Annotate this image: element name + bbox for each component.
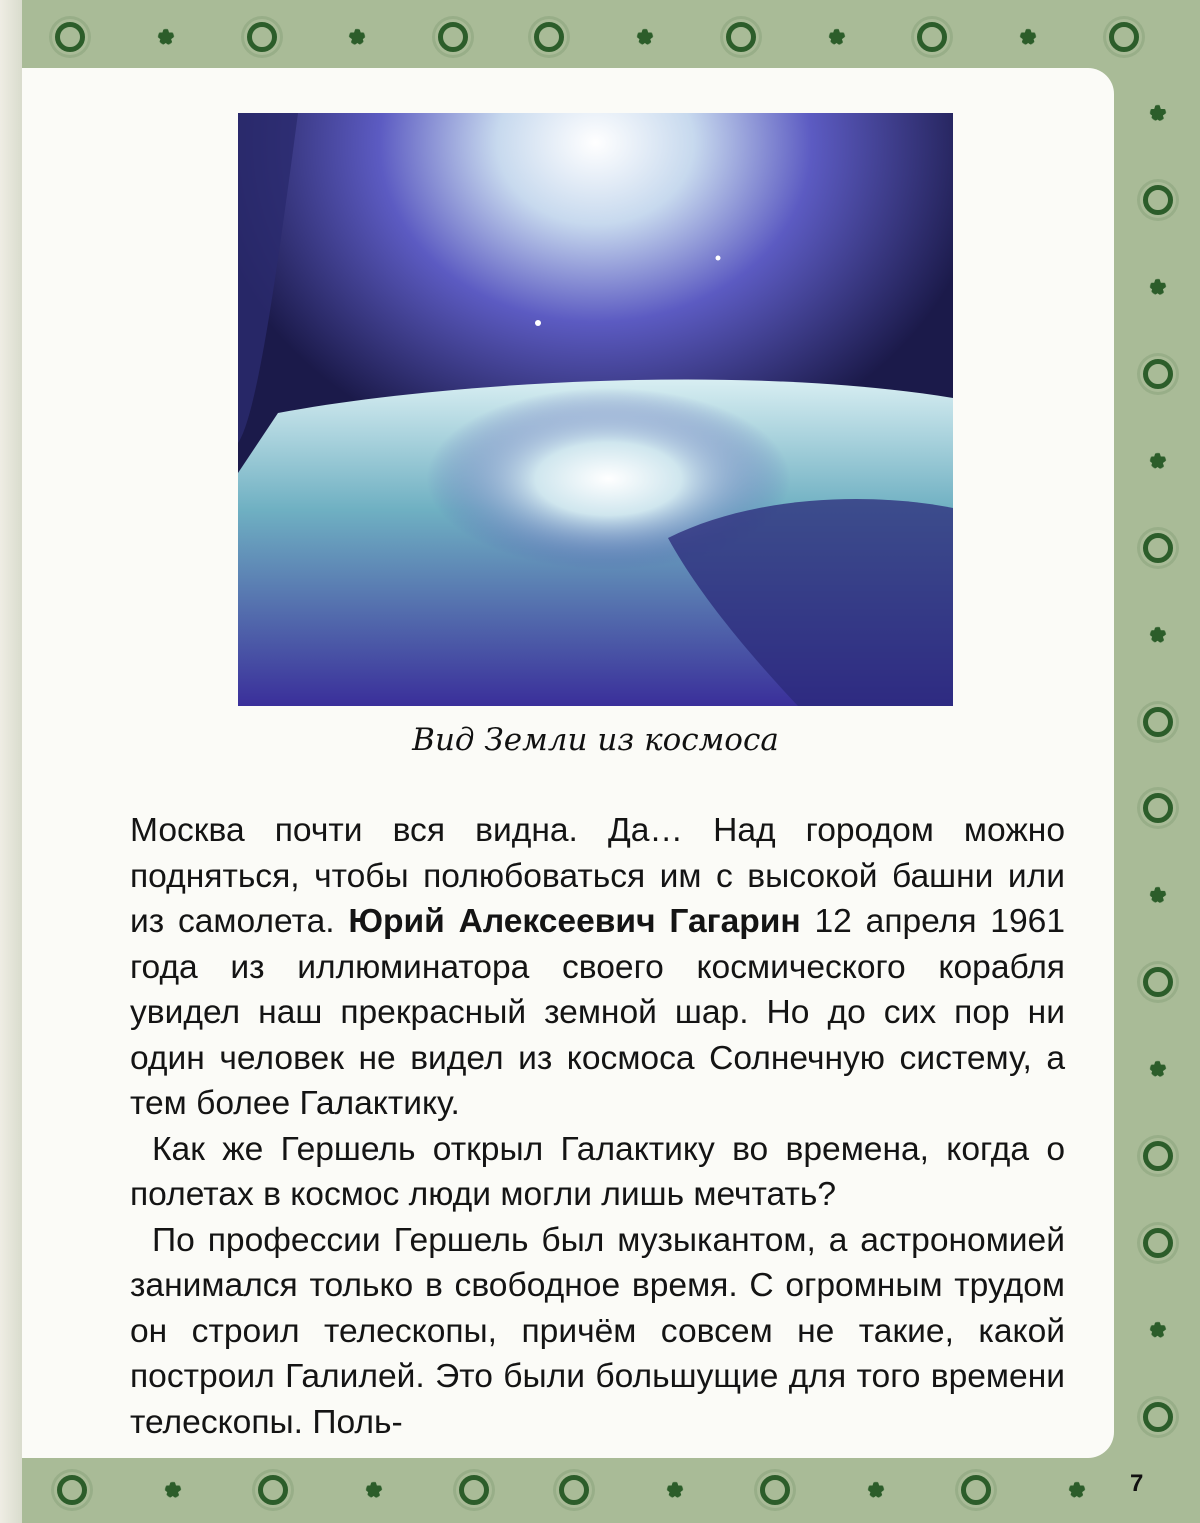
flower-icon [917,22,947,52]
paper-edge [0,0,22,1523]
gagarin-name: Юрий Алексеевич Гагарин [348,903,801,940]
star-icon [342,22,372,52]
star-icon [359,1475,389,1505]
flower-icon [961,1475,991,1505]
flower-icon [1143,359,1173,389]
star-icon [1062,1475,1092,1505]
decorative-border-right [1120,70,1195,1460]
photo-caption: Вид Земли из космоса [412,722,779,758]
star-icon [1143,1315,1173,1345]
paragraph-1-lead: Москва почти вся видна. Да… Над городом можно подняться, чтобы полюбоваться им с высокой башни или из самолета. [130,812,1065,940]
flower-icon [247,22,277,52]
flower-icon [1143,533,1173,563]
paragraph-3: По профессии Гершель был музыкантом, а астрономией занимался только в свободное время. С огромным трудом он строил телескопы, причём совсем не такие, какой построил Галилей. Это были большущие для того времени телескопы. Поль- [130,1221,1065,1441]
star-icon [158,1475,188,1505]
flower-icon [459,1475,489,1505]
flower-icon [1109,22,1139,52]
paragraph-1 [130,808,1065,1127]
flower-icon [534,22,564,52]
flower-icon [1143,793,1173,823]
decorative-border-top [22,6,1172,68]
moon-icon [1143,1228,1173,1258]
paragraph-2: Как же Гершель открыл Галактику во времена, когда о полетах в космос люди могли лишь мечтать? [130,1130,1065,1213]
flower-icon [1143,185,1173,215]
flower-icon [438,22,468,52]
flower-icon [57,1475,87,1505]
star-icon [1143,446,1173,476]
flower-icon [55,22,85,52]
star-icon [1013,22,1043,52]
eye-icon [760,1475,790,1505]
flower-icon [726,22,756,52]
body-text [130,808,1065,1445]
flower-icon [559,1475,589,1505]
star-icon [1143,272,1173,302]
star-icon [1143,1054,1173,1084]
flower-icon [1143,967,1173,997]
planet-icon [1143,707,1173,737]
star-icon [1143,98,1173,128]
page-number: 7 [1130,1470,1144,1497]
flower-icon [1143,1402,1173,1432]
paragraph-1-rest: 12 апреля 1961 года из иллюминатора своего космического корабля увидел наш прекрасный земной шар. Но до сих пор ни один человек не видел из космоса Солнечную систему, а тем более Галактику. [130,903,1065,1122]
star-icon [861,1475,891,1505]
star-icon [630,22,660,52]
star-icon [1143,620,1173,650]
flower-icon [1143,1141,1173,1171]
decorative-border-bottom [22,1460,1127,1520]
star-icon [660,1475,690,1505]
star-icon [1143,880,1173,910]
star-icon [151,22,181,52]
flower-icon [258,1475,288,1505]
earth-from-space-photo [238,113,953,706]
star-icon [822,22,852,52]
